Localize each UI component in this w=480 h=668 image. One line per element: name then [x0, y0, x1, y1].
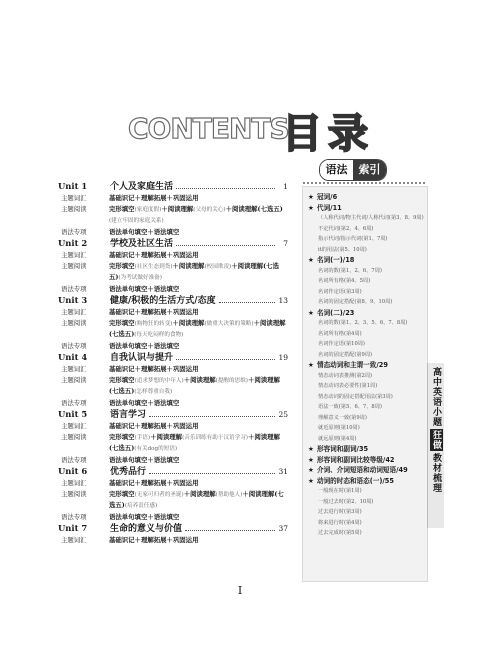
unit-entry — [58, 193, 288, 204]
dot-leader — [149, 473, 275, 474]
grammar-subtopic: it的用法(第5、10周) — [318, 246, 367, 253]
unit-number: Unit 4 — [58, 352, 88, 362]
side-tab-text-2: 教材梳理 — [431, 453, 441, 493]
unit-entry — [58, 375, 288, 398]
grammar-subtopic: 就近原则(第10周) — [318, 425, 360, 431]
grammar-subtopic: 情态动词表推测(第2周) — [318, 372, 373, 379]
grammar-subtopic: 名词的固定搭配(第9周) — [318, 351, 373, 358]
dot-leader — [176, 359, 275, 360]
entry-main: 基础识记＋理解拓展＋巩固运用 — [109, 422, 199, 430]
entry-text — [109, 455, 288, 466]
entry-label: 语法专项 — [61, 284, 87, 293]
dot-leader — [149, 416, 275, 417]
entry-note: (手语) — [134, 434, 151, 441]
star-icon: ★ — [308, 193, 314, 201]
grammar-topic[interactable] — [308, 444, 426, 455]
dot-leader — [176, 188, 275, 189]
unit-entry — [58, 250, 288, 261]
entry-main: 基础识记＋理解拓展＋巩固运用 — [109, 251, 199, 259]
page-number: I — [237, 584, 243, 597]
entry-text — [109, 261, 288, 284]
unit-entry — [58, 364, 288, 375]
entry-main: 完形填空 — [109, 432, 135, 441]
entry-note: (追求梦想的中年人) — [134, 377, 184, 384]
unit-heading[interactable] — [58, 408, 288, 421]
grammar-subtopic: 一般过去时(第2、10周) — [318, 498, 374, 505]
entry-note-3: (怎样尊重自我) — [134, 389, 173, 395]
entry-main-3: ＋阅读理解(七选五) — [109, 318, 286, 338]
star-icon: ★ — [308, 308, 314, 317]
entry-main: 语法单句填空＋语法填空 — [109, 455, 180, 464]
grammar-topic[interactable] — [308, 203, 426, 214]
side-tab-text-1: 高中英语小题 — [431, 367, 441, 427]
unit-heading[interactable] — [58, 522, 288, 535]
grammar-subtopic: 名词的数(第1、2、3、5、6、7、8周) — [318, 320, 408, 326]
grammar-subtopic: 指示代词/指示代词(第1、7周) — [318, 236, 388, 242]
unit-entry — [58, 318, 288, 341]
grammar-topic[interactable] — [308, 192, 426, 203]
entry-text — [109, 535, 288, 546]
entry-main: 语法单句填空＋语法填空 — [109, 284, 180, 293]
grammar-subtopic: 不定代词(第2、4、6周) — [318, 225, 374, 232]
unit-heading[interactable] — [58, 465, 288, 478]
grammar-subtopic: 理解意义一致(第9周) — [318, 414, 367, 421]
unit-number: Unit 1 — [58, 181, 88, 191]
entry-main-3: ＋阅读理解(七选五) — [109, 375, 280, 395]
entry-text — [109, 432, 288, 455]
unit-entry — [58, 307, 288, 318]
unit-number: Unit 5 — [58, 409, 88, 419]
unit-number: Unit 6 — [58, 466, 88, 476]
grammar-topic-title: 情态动词和主谓一致/29 — [317, 361, 388, 369]
entry-label: 主题词汇 — [61, 422, 87, 430]
unit-entry — [58, 512, 288, 523]
grammar-subtopic: 名词所有格(第4周) — [318, 330, 362, 337]
entry-label: 主题阅读 — [61, 375, 87, 384]
star-icon: ★ — [308, 445, 314, 453]
unit-entry — [58, 227, 288, 238]
unit-heading[interactable] — [58, 294, 288, 307]
entry-label: 主题阅读 — [61, 204, 87, 213]
grammar-topic-title: 形容词和副词比较等级/42 — [317, 455, 395, 464]
unit-number: Unit 7 — [58, 523, 88, 533]
entry-label: 主题阅读 — [61, 432, 87, 441]
unit-entry — [58, 421, 288, 432]
dot-leader — [185, 530, 275, 531]
unit-page: 31 — [278, 467, 288, 476]
grammar-topic[interactable] — [308, 465, 426, 476]
entry-note-2: (校园欺凌) — [204, 263, 232, 270]
grammar-subtopic: 名词的固定搭配(第8、9、10周) — [318, 299, 393, 305]
entry-note: (购物狂的转变) — [134, 320, 173, 327]
grammar-topic[interactable] — [308, 476, 426, 487]
unit-page: 37 — [278, 524, 288, 533]
star-icon: ★ — [308, 466, 314, 474]
unit-entry — [58, 204, 288, 227]
entry-main-3: ＋阅读理解(七选五) — [225, 204, 283, 213]
unit-entry — [58, 489, 288, 512]
entry-text — [109, 398, 288, 409]
grammar-topic-title: 名词(二)/23 — [317, 308, 355, 317]
star-icon: ★ — [308, 256, 314, 264]
grammar-subtopic: 将来进行时(第4周) — [318, 519, 362, 526]
dot-leader — [176, 245, 275, 246]
entry-note-3: (培养责任感) — [124, 503, 158, 509]
entry-text — [109, 307, 288, 318]
unit-page: 7 — [283, 239, 288, 248]
entry-text — [109, 478, 288, 489]
entry-main: 完形填空 — [109, 204, 135, 213]
entry-note-2: (做重大决策的策略) — [204, 320, 254, 327]
grammar-subtopic: 名词作定语(第3周) — [318, 288, 362, 295]
entry-main: 语法单句填空＋语法填空 — [109, 398, 180, 407]
entry-main: 语法单句填空＋语法填空 — [109, 341, 180, 350]
grammar-subtopic: 情态动词表必要性(第1周) — [318, 383, 378, 389]
entry-text — [109, 193, 288, 204]
unit-title: 生命的意义与价值 — [110, 524, 183, 534]
entry-label: 主题阅读 — [61, 261, 87, 270]
entry-text — [109, 489, 288, 512]
entry-main-2: ＋阅读理解 — [172, 318, 205, 327]
entry-main-2: ＋阅读理解 — [150, 432, 183, 441]
entry-label: 主题词汇 — [61, 536, 87, 544]
unit-title: 优秀品行 — [110, 467, 147, 477]
unit-entry — [58, 432, 288, 455]
entry-text — [109, 341, 288, 352]
side-tab-badge: 狂做 — [431, 430, 441, 450]
entry-label: 主题阅读 — [61, 318, 87, 327]
entry-label: 主题词汇 — [61, 479, 87, 487]
grammar-topic-title: 形容词和副词/35 — [317, 445, 369, 453]
entry-main: 完形填空 — [109, 261, 135, 270]
unit-entry — [58, 398, 288, 409]
unit-entry — [58, 284, 288, 295]
entry-text — [109, 204, 288, 227]
entry-note-3: (有关dog的短语) — [134, 446, 178, 452]
entry-note-2: (帮助他人) — [215, 491, 243, 498]
contents-heading: CONTENTS — [128, 112, 289, 145]
index-tag-right: 索引 — [353, 160, 386, 180]
entry-label: 主题词汇 — [61, 194, 87, 202]
entry-main: 基础识记＋理解拓展＋巩固运用 — [109, 194, 199, 202]
entry-main-3: ＋阅读理解(七选五) — [109, 432, 280, 452]
grammar-topic[interactable] — [308, 255, 426, 266]
unit-title: 个人及家庭生活 — [110, 182, 174, 192]
entry-label: 语法专项 — [61, 341, 87, 350]
entry-main: 完形填空 — [109, 489, 135, 498]
star-icon: ★ — [308, 476, 314, 485]
entry-note: (无家可归者的圣诞) — [134, 491, 184, 498]
entry-note-2: (提醒的思维) — [215, 377, 248, 384]
entry-main-2: ＋阅读理解 — [161, 204, 194, 213]
entry-main: 基础识记＋理解拓展＋巩固运用 — [109, 308, 199, 316]
grammar-index-tag — [319, 159, 387, 181]
entry-main-2: ＋阅读理解 — [183, 375, 216, 384]
grammar-subtopic: 情态动词的固定搭配用法(第3周) — [318, 393, 393, 400]
entry-text — [109, 364, 288, 375]
grammar-subtopic: 名词所有格(第4、5周) — [318, 278, 371, 284]
grammar-subtopic: 过去完成时(第5周) — [318, 530, 362, 536]
entry-text — [109, 284, 288, 295]
unit-entry — [58, 535, 288, 546]
unit-page: 19 — [278, 353, 288, 362]
entry-label: 主题阅读 — [61, 489, 87, 498]
grammar-topic[interactable] — [308, 360, 426, 371]
grammar-topic-title: 冠词/6 — [317, 193, 338, 201]
grammar-topic-title: 介词、介词短语和动词短语/49 — [317, 466, 408, 474]
entry-label: 语法专项 — [61, 455, 87, 464]
grammar-topic-title: 代词/11 — [317, 203, 342, 212]
grammar-subtopic: 过去进行时(第3周) — [318, 509, 362, 515]
unit-heading[interactable] — [58, 180, 288, 193]
grammar-topic-title: 动词的时态和语态(一)/55 — [317, 476, 394, 485]
unit-heading[interactable] — [58, 237, 288, 250]
entry-text — [109, 512, 288, 523]
entry-main-3: ＋阅读理解(七选五) — [109, 261, 279, 281]
entry-main: 语法单句填空＋语法填空 — [109, 227, 180, 236]
index-tag-left: 语法 — [320, 160, 353, 180]
entry-note-2: (父母的关心) — [193, 206, 226, 213]
star-icon: ★ — [308, 455, 314, 464]
grammar-topic[interactable] — [308, 308, 426, 319]
unit-page: 13 — [278, 296, 288, 305]
entry-label: 主题词汇 — [61, 365, 87, 373]
unit-entry — [58, 455, 288, 466]
entry-label: 语法专项 — [61, 398, 87, 407]
entry-note-3: (为考试做好准备) — [118, 275, 162, 281]
entry-text — [109, 250, 288, 261]
unit-entry — [58, 261, 288, 284]
grammar-topic[interactable] — [308, 455, 426, 466]
entry-main: 基础识记＋理解拓展＋巩固运用 — [109, 536, 199, 544]
entry-text — [109, 421, 288, 432]
mulu-heading: 目录 — [282, 111, 374, 157]
grammar-subtopic: （人称代词/物主代词/人称代词(第3、8、9周) — [318, 215, 424, 221]
grammar-subtopic: 就远原则(第4周) — [318, 435, 357, 442]
unit-number: Unit 3 — [58, 295, 88, 305]
entry-note-2: (音乐训练有助于汉语学习) — [182, 434, 248, 441]
grammar-subtopic: 名词的数(第1、2、6、7周) — [318, 267, 382, 274]
entry-note: (社区生态到货) — [134, 263, 173, 270]
entry-label: 主题词汇 — [61, 308, 87, 316]
unit-entry — [58, 341, 288, 352]
entry-label: 语法专项 — [61, 227, 87, 236]
entry-main: 基础识记＋理解拓展＋巩固运用 — [109, 365, 199, 373]
entry-note-3: (建立牢固的家庭关系) — [109, 218, 164, 224]
entry-note: (家庭度假) — [134, 206, 162, 213]
entry-main: 完形填空 — [109, 318, 135, 327]
grammar-index-list — [308, 192, 426, 539]
unit-list — [58, 180, 288, 546]
unit-page: 25 — [278, 410, 288, 419]
unit-heading[interactable] — [58, 351, 288, 364]
entry-main-3: ＋阅读理解(七选五) — [109, 489, 284, 509]
entry-text — [109, 375, 288, 398]
unit-title: 健康/积极的生活方式/态度 — [110, 296, 216, 306]
entry-main-2: ＋阅读理解 — [183, 489, 216, 498]
grammar-subtopic: 名词作定语(第10周) — [318, 341, 365, 347]
unit-number: Unit 2 — [58, 238, 88, 248]
entry-text — [109, 318, 288, 341]
side-tab-label — [429, 367, 443, 493]
grammar-subtopic: 一般现在时(第1周) — [318, 488, 362, 494]
entry-label: 语法专项 — [61, 512, 87, 521]
dot-leader — [219, 302, 275, 303]
unit-title: 自我认识与提升 — [110, 353, 174, 363]
unit-title: 语言学习 — [110, 410, 147, 420]
entry-main: 语法单句填空＋语法填空 — [109, 512, 180, 521]
entry-label: 主题词汇 — [61, 251, 87, 259]
entry-main-2: ＋阅读理解 — [172, 261, 205, 270]
star-icon: ★ — [308, 203, 314, 212]
star-icon: ★ — [308, 361, 314, 369]
entry-main: 完形填空 — [109, 375, 135, 384]
unit-entry — [58, 478, 288, 489]
grammar-subtopic: 语法一致(第5、6、7、8周) — [318, 404, 382, 410]
entry-main: 基础识记＋理解拓展＋巩固运用 — [109, 479, 199, 487]
entry-note-3: (每天吃闷样的食物) — [134, 332, 184, 338]
entry-text — [109, 227, 288, 238]
grammar-topic-title: 名词(一)/18 — [317, 256, 355, 264]
unit-title: 学校及社区生活 — [110, 239, 174, 249]
unit-page: 1 — [283, 182, 288, 191]
